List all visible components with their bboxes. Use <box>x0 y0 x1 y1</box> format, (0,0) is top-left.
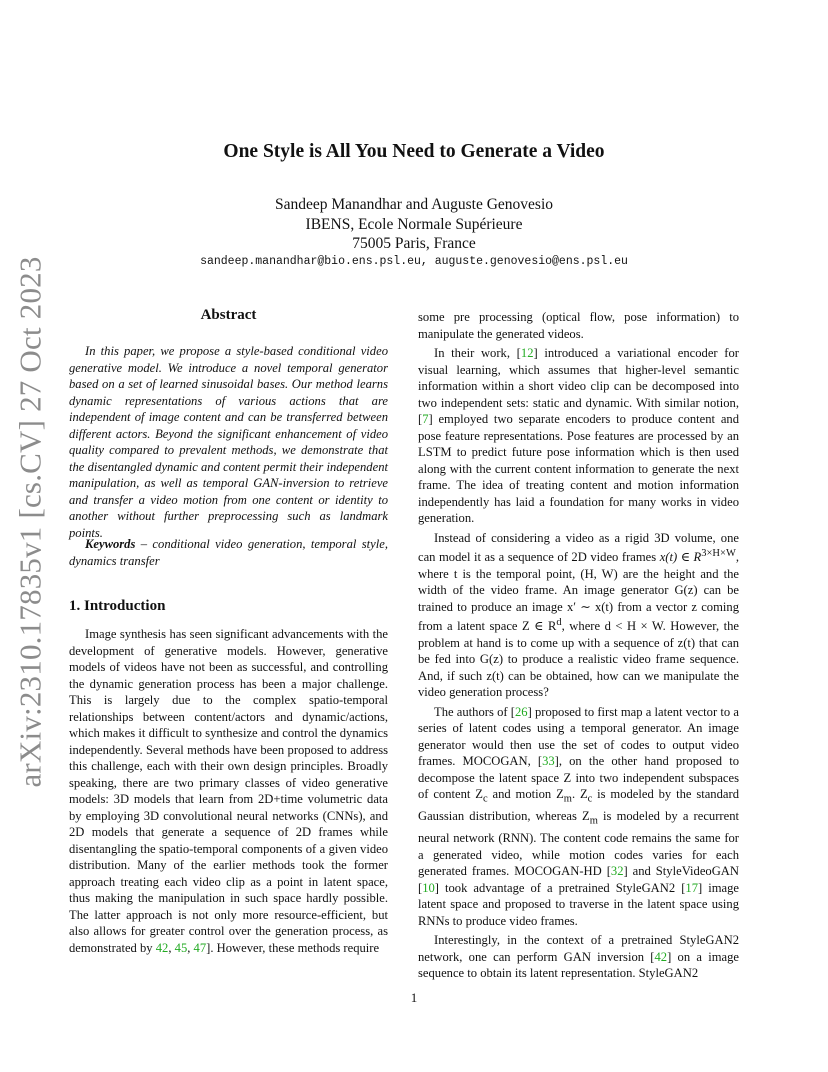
introduction-left-column <box>69 626 388 956</box>
citation-link[interactable]: 33 <box>542 754 555 769</box>
keywords-label: Keywords <box>85 537 136 551</box>
arxiv-identifier: arXiv:2310.17835v1 [cs.CV] 27 Oct 2023 <box>13 256 48 788</box>
arxiv-sidebar <box>13 256 48 788</box>
author-block <box>0 195 828 254</box>
citation-link[interactable]: 32 <box>610 864 624 879</box>
right-paragraph-2: Instead of considering a video as a rigid 3D volume, one can model it as a sequence of 2D video frames x(t) ∈ $R^{3\times H\times W}$, where t is the temporal point, (H, W) are the height and the width of the video frame. An image generator G(z) can be trained to produce an image x′ ∼ x(t) from a vector z coming from a latent space Z ∈ $R^d$, where d < H × W. However, the problem at hand is to come up with a sequence of z(t) that can be fed into G(z) to produce a realistic video frame sequence. And, if such z(t) can be obtained, how can we manipulate the video generation process? <box>418 530 740 700</box>
author-affiliation: IBENS, Ecole Normale Supérieure <box>305 215 523 233</box>
citation-link[interactable]: 45 <box>174 940 188 955</box>
abstract-text: In this paper, we propose a style-based conditional video generative model. We introduce a novel temporal generator based on a set of learned sinusoidal bases. Our method learns dynamic representations of various actions that are independent of image content and can be transferred between different actors. Beyond the significant enhancement of video quality compared to prevalent methods, we demonstrate that the disentangled dynamic and content permit their independent manipulation, as well as temporal GAN-inversion to retrieve and transfer a video motion from one content or identity to another without further preprocessing such as landmark points. <box>69 344 388 540</box>
right-paragraph-3: The authors of [26] proposed to first map a latent vector to a series of latent codes using a temporal generator. An image generator would then use the set of codes to output video frames. MOCOGAN, [33], on the other hand proposed to decompose the latent space Z into two independent subspaces of content $Z_c$ and motion $Z_m$. $Z_c$ is modeled by the standard Gaussian distribution, whereas $Z_m$ is modeled by a recurrent neural network (RNN). The content code remains the same for a generated video, while motion codes varies for each generated frames. MOCOGAN-HD [32] and StyleVideoGAN [10] took advantage of a pretrained StyleGAN2 [17] image latent space and proposed to traverse in the latent space using RNNs to produce video frames. <box>418 704 739 928</box>
author-address: 75005 Paris, France <box>352 235 476 252</box>
keywords-text: – conditional video generation, temporal style, dynamics transfer <box>69 537 388 568</box>
citation-link[interactable]: 42 <box>155 940 169 955</box>
author-emails: sandeep.manandhar@bio.ens.psl.eu, auguste.genovesio@ens.psl.eu <box>200 255 628 268</box>
citation-link[interactable]: 17 <box>685 880 698 895</box>
abstract-heading: Abstract <box>200 307 257 323</box>
citation-link[interactable]: 47 <box>193 940 207 955</box>
page-number: 1 <box>410 990 418 1005</box>
citation-link[interactable]: 26 <box>514 704 528 719</box>
right-paragraph-4: Interestingly, in the context of a pretrained StyleGAN2 network, one can perform GAN inversion [42] on a image sequence to obtain its latent representation. StyleGAN2 <box>418 933 739 981</box>
citation-link[interactable]: 42 <box>654 949 668 964</box>
abstract-body <box>69 343 388 541</box>
citation-link[interactable]: 7 <box>422 412 429 426</box>
keywords <box>69 536 388 569</box>
intro-paragraph-1: Image synthesis has seen significant advancements with the development of generative models. However, generative models of videos have not been as successful, and controlling the dynamic generation process has been a major challenge. This is largely due to the complex spatio-temporal relationships between content/actors and dynamic/actions, which makes it difficult to synthesize and control the dynamics independently. Several methods have been proposed to address this challenge, each with their own design principles. Broadly speaking, there are two primary classes of video generative models: 3D models that learn from 2D+time volumetric data by employing 3D convolutional neural networks (CNNs), and 2D models that generate a sequence of 2D frames while disentangling the spatio-temporal components of a given video distribution. Many of the earlier methods took the former approach treating each video clip as a point in latent space, thus making the manipulation in such space hardly possible. The latter approach is not only more resource-efficient, but also allows for greater control over the generation process, as demonstrated by 42, 45, 47]. However, these methods require <box>69 627 388 955</box>
right-column <box>418 309 739 982</box>
author-names: Sandeep Manandhar and Auguste Genovesio <box>274 196 554 213</box>
citation-link[interactable]: 10 <box>422 880 435 895</box>
right-paragraph-1: In their work, [12] introduced a variational encoder for visual learning, which assumes that higher-level semantic information within a short video clip can be decomposed into two independent sets: static and dynamic. With similar notion, [7] employed two separate encoders to produce content and pose feature representations. Pose features are processed by an LSTM to predict future pose information which is then used along with the current content information to generate the next frame. The idea of treating content and motion information independently has laid a foundation for many works in video generation. <box>418 346 739 525</box>
citation-link[interactable]: 12 <box>520 346 534 360</box>
paper-title: One Style is All You Need to Generate a Video <box>223 141 605 162</box>
section-heading-introduction: 1. Introduction <box>69 598 166 614</box>
right-paragraph-0: some pre processing (optical flow, pose information) to manipulate the generated videos. <box>418 310 739 341</box>
